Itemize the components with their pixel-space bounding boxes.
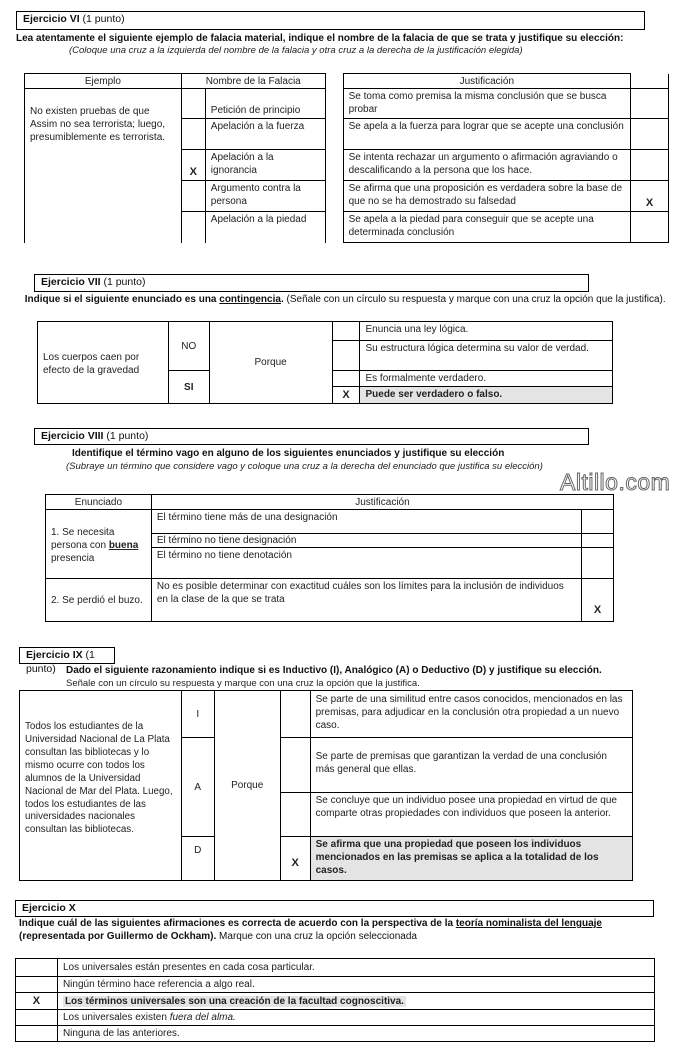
ex7-term: contingencia bbox=[219, 294, 281, 305]
ex6-justification-mark[interactable] bbox=[631, 212, 669, 243]
ex8-justification-text: No es posible determinar con exactitud cuáles son los límites para la inclusión de individuos en la clase de la que se trata bbox=[151, 579, 581, 622]
ex6-fallacy-name: Apelación a la piedad bbox=[205, 212, 325, 243]
ex6-points: (1 punto) bbox=[82, 13, 125, 25]
ex8-justification-text: El término no tiene designación bbox=[151, 534, 581, 548]
ex6-fallacy-mark[interactable] bbox=[181, 181, 205, 212]
ex9-title: Ejercicio IX bbox=[26, 649, 83, 661]
ex9-instruction: Dado el siguiente razonamiento indique si es Inductivo (I), Analógico (A) o Deductivo (D) y justifique su elección. bbox=[66, 665, 602, 676]
ex8-justification-mark[interactable] bbox=[582, 510, 614, 534]
ex8-title: Ejercicio VIII bbox=[41, 430, 104, 442]
ex9-table bbox=[19, 690, 633, 881]
ex8-col-statement: Enunciado bbox=[46, 495, 152, 510]
ex8-points: (1 punto) bbox=[106, 430, 149, 442]
ex7-option-text: Puede ser verdadero o falso. bbox=[360, 387, 613, 404]
ex6-justification-mark[interactable] bbox=[631, 150, 669, 181]
ex10-option-text: Ninguna de las anteriores. bbox=[57, 1026, 654, 1042]
ex10-option-mark[interactable]: X bbox=[16, 993, 58, 1010]
ex6-col-fallacy: Nombre de la Falacia bbox=[181, 74, 325, 89]
ex9-option-text: Se parte de una similitud entre casos conocidos, mencionados en las premisas, para adjudicar en la conclusión otra propiedad a un nuevo caso. bbox=[310, 691, 632, 738]
ex9-points: (1 punto) bbox=[26, 649, 95, 675]
ex8-statement-1: 1. Se necesita persona con buena presencia bbox=[46, 510, 152, 579]
ex9-option-mark[interactable]: X bbox=[280, 837, 310, 881]
ex8-justification-mark[interactable]: X bbox=[582, 579, 614, 622]
ex9-header bbox=[19, 647, 115, 675]
ex7-option-text: Su estructura lógica determina su valor de verdad. bbox=[360, 341, 613, 371]
ex6-col-justification: Justificación bbox=[343, 74, 630, 89]
ex10-option-text: Ningún término hace referencia a algo real. bbox=[57, 977, 654, 993]
ex7-option-mark[interactable] bbox=[332, 322, 360, 341]
ex7-header bbox=[34, 274, 589, 292]
ex6-example-text: No existen pruebas de que Assim no sea terrorista; luego, presumiblemente es terrorista. bbox=[25, 89, 182, 243]
ex10-option-mark[interactable] bbox=[16, 977, 58, 993]
ex6-table bbox=[24, 73, 669, 243]
ex9-option-mark[interactable] bbox=[280, 691, 310, 738]
ex6-justification-text: Se intenta rechazar un argumento o afirmación agraviando o descalificando a la persona que los hace. bbox=[343, 150, 630, 181]
ex6-fallacy-mark[interactable] bbox=[181, 212, 205, 243]
ex6-col-example: Ejemplo bbox=[25, 74, 182, 89]
ex9-option-mark[interactable] bbox=[280, 738, 310, 793]
ex9-option-text: Se concluye que un individuo posee una propiedad en virtud de que comparte otras propiedades con individuos que poseen la anterior. bbox=[310, 793, 632, 837]
ex10-table bbox=[15, 958, 655, 1042]
ex6-note: (Coloque una cruz a la izquierda del nombre de la falacia y otra cruz a la derecha de la justificación elegida) bbox=[69, 45, 523, 56]
ex9-note: Señale con un círculo su respuesta y marque con una cruz la opción que la justifica. bbox=[66, 678, 420, 689]
ex10-term: teoría nominalista del lenguaje bbox=[455, 918, 602, 929]
ex9-opt-d[interactable]: D bbox=[181, 837, 214, 881]
ex8-justification-mark[interactable] bbox=[582, 534, 614, 548]
ex9-option-text: Se parte de premisas que garantizan la verdad de una conclusión más general que ellas. bbox=[310, 738, 632, 793]
ex10-option-text: Los universales existen fuera del alma. bbox=[57, 1010, 654, 1026]
ex7-option-text: Enuncia una ley lógica. bbox=[360, 322, 613, 341]
ex10-title: Ejercicio X bbox=[22, 902, 76, 914]
ex8-statement-2: 2. Se perdió el buzo. bbox=[46, 579, 152, 622]
ex7-option-mark[interactable] bbox=[332, 371, 360, 387]
ex7-title: Ejercicio VII bbox=[41, 276, 101, 288]
ex8-justification-text: El término no tiene denotación bbox=[151, 548, 581, 579]
ex6-title: Ejercicio VI bbox=[23, 13, 80, 25]
ex7-table bbox=[37, 321, 613, 404]
ex6-fallacy-name: Apelación a la fuerza bbox=[205, 119, 325, 150]
ex10-option-mark[interactable] bbox=[16, 1010, 58, 1026]
ex9-opt-a[interactable]: A bbox=[181, 738, 214, 837]
ex6-fallacy-name: Petición de principio bbox=[205, 89, 325, 119]
ex6-justification-text: Se apela a la fuerza para lograr que se acepte una conclusión bbox=[343, 119, 630, 150]
ex7-statement: Los cuerpos caen por efecto de la gravedad bbox=[38, 322, 169, 404]
ex10-header bbox=[15, 900, 654, 917]
ex7-option-mark[interactable]: X bbox=[332, 387, 360, 404]
ex8-justification-text: El término tiene más de una designación bbox=[151, 510, 581, 534]
ex9-option-mark[interactable] bbox=[280, 793, 310, 837]
ex10-option-mark[interactable] bbox=[16, 959, 58, 977]
ex6-fallacy-name: Apelación a la ignorancia bbox=[205, 150, 325, 181]
ex6-justification-text: Se toma como premisa la misma conclusión que se busca probar bbox=[343, 89, 630, 119]
ex6-fallacy-mark[interactable] bbox=[181, 89, 205, 119]
ex6-justification-text: Se apela a la piedad para conseguir que se acepte una determinada conclusión bbox=[343, 212, 630, 243]
ex7-opt-no[interactable]: NO bbox=[168, 322, 209, 371]
ex6-fallacy-name: Argumento contra la persona bbox=[205, 181, 325, 212]
ex7-option-mark[interactable] bbox=[332, 341, 360, 371]
ex9-option-text: Se afirma que una propiedad que poseen los individuos mencionados en las premisas se aplica a la totalidad de los casos. bbox=[310, 837, 632, 881]
ex8-vague-term[interactable]: buena bbox=[108, 540, 139, 551]
ex9-argument: Todos los estudiantes de la Universidad Nacional de La Plata consultan las bibliotecas y lo mismo ocurre con todos los alumnos de la Universidad Nacional de Mar del Plata. Luego, todos los estudiantes de las universidades nacionales consultan las bibliotecas. bbox=[20, 691, 182, 881]
ex8-table bbox=[45, 494, 614, 622]
ex8-instruction: Identifique el término vago en alguno de los siguientes enunciados y justifique su elección bbox=[72, 448, 505, 459]
ex6-fallacy-mark[interactable] bbox=[181, 119, 205, 150]
ex6-header bbox=[16, 11, 645, 30]
ex8-col-justification: Justificación bbox=[151, 495, 613, 510]
ex6-justification-mark[interactable] bbox=[631, 89, 669, 119]
ex10-option-mark[interactable] bbox=[16, 1026, 58, 1042]
ex7-option-text: Es formalmente verdadero. bbox=[360, 371, 613, 387]
watermark-logo: Altillo.com bbox=[560, 469, 671, 495]
ex8-justification-mark[interactable] bbox=[582, 548, 614, 579]
ex10-option-text: Los términos universales son una creación de la facultad cognoscitiva. bbox=[57, 993, 654, 1010]
ex6-justification-text: Se afirma que una proposición es verdadera sobre la base de que no se ha demostrado su falsedad bbox=[343, 181, 630, 212]
ex9-opt-i[interactable]: I bbox=[181, 691, 214, 738]
ex7-opt-si[interactable]: SI bbox=[168, 371, 209, 404]
ex6-justification-mark[interactable]: X bbox=[631, 181, 669, 212]
ex8-header bbox=[34, 428, 589, 445]
ex6-instruction: Lea atentamente el siguiente ejemplo de falacia material, indique el nombre de la falacia de que se trata y justifique su elección: bbox=[16, 33, 624, 44]
ex8-note: (Subraye un término que considere vago y coloque una cruz a la derecha del enunciado que justifica su elección) bbox=[66, 461, 543, 472]
ex7-instruction: Indique si el siguiente enunciado es una contingencia. (Señale con un círculo su respuesta y marque con una cruz la opción que la justifica). bbox=[24, 294, 666, 305]
ex6-fallacy-mark[interactable]: X bbox=[181, 150, 205, 181]
ex7-points: (1 punto) bbox=[103, 276, 146, 288]
ex10-instruction: Indique cuál de las siguientes afirmaciones es correcta de acuerdo con la perspectiva de la teoría nominalista del lenguaje (representada por Guillermo de Ockham). Marque con una cruz la opción seleccionada bbox=[19, 918, 602, 942]
ex6-justification-mark[interactable] bbox=[631, 119, 669, 150]
ex7-porque: Porque bbox=[209, 322, 332, 404]
ex10-option-text: Los universales están presentes en cada cosa particular. bbox=[57, 959, 654, 977]
ex9-porque: Porque bbox=[214, 691, 280, 881]
